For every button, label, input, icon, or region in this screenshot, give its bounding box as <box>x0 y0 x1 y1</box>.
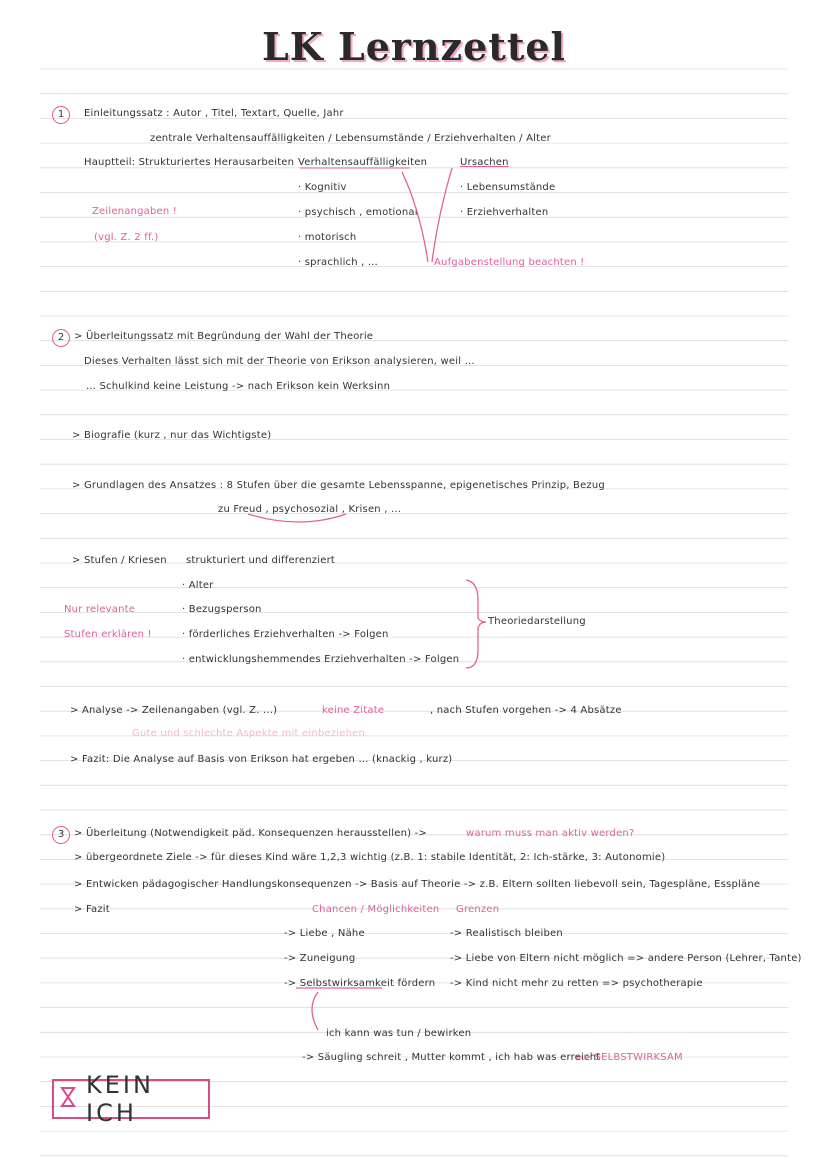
page-title: LK Lernzettel <box>262 24 566 69</box>
stufen-item: · Bezugsperson <box>182 604 262 615</box>
chancen-label: Chancen / Möglichkeiten <box>312 904 440 915</box>
grenzen-label: Grenzen <box>456 904 500 915</box>
dieses-verhalten-line: Dieses Verhalten lässt sich mit der Theorie von Erikson analysieren, weil ... <box>84 356 475 367</box>
analyse-line: > Analyse -> Zeilenangaben (vgl. Z. ...) <box>70 705 278 716</box>
chancen-item: -> Zuneigung <box>284 953 356 964</box>
curve-stroke <box>312 992 318 1030</box>
analyse-rest: , nach Stufen vorgehen -> 4 Absätze <box>430 705 622 716</box>
fazit-line: > Fazit: Die Analyse auf Basis von Erikson hat ergeben ... (knackig , kurz) <box>70 754 453 765</box>
section-3-number: 3 <box>52 826 70 844</box>
section-1-number: 1 <box>52 106 70 124</box>
stufen-rhs: strukturiert und differenziert <box>186 555 335 566</box>
vgl-note: (vgl. Z. 2 ff.) <box>94 232 159 243</box>
ursachen-label: Ursachen <box>460 157 509 168</box>
verhalten-item: · psychisch , emotional <box>298 207 418 218</box>
kein-ich-text: KEIN ICH <box>86 1071 154 1127</box>
theoriedarstellung-label: Theoriedarstellung <box>488 616 586 627</box>
selbstwirksam-note: => SELBSTWIRKSAM <box>574 1052 683 1063</box>
swoosh-stroke <box>248 514 346 522</box>
ueberleitung-line: > Überleitungssatz mit Begründung der Wahl der Theorie <box>74 331 374 342</box>
verhalten-item: · Kognitiv <box>298 182 347 193</box>
verhalten-item: · sprachlich , ... <box>298 257 379 268</box>
stufen-item: · förderliches Erziehverhalten -> Folgen <box>182 629 389 640</box>
grenzen-item: -> Realistisch bleiben <box>450 928 563 939</box>
grenzen-item: -> Kind nicht mehr zu retten => psychotherapie <box>450 978 703 989</box>
stufen-line: > Stufen / Kriesen <box>72 555 167 566</box>
intro-line: Einleitungssatz : Autor , Titel, Textart, Quelle, Jahr <box>84 108 344 119</box>
stufen-item: · entwicklungshemmendes Erziehverhalten -> Folgen <box>182 654 460 665</box>
nur-relevante-note: Nur relevante <box>64 604 136 615</box>
brace-stroke <box>466 580 486 668</box>
ich-kann-line: ich kann was tun / bewirken <box>326 1028 472 1039</box>
grenzen-item: -> Liebe von Eltern nicht möglich => andere Person (Lehrer, Tante) <box>450 953 802 964</box>
entwicken-line: > Entwicken pädagogischer Handlungskonsequenzen -> Basis auf Theorie -> z.B. Eltern sollten liebevoll sein, Tagespläne, Esspläne <box>74 879 761 890</box>
stufen-erklaeren-note: Stufen erklären ! <box>64 629 152 640</box>
fazit-3-line: > Fazit <box>74 904 110 915</box>
chancen-item: -> Selbstwirksamkeit fördern <box>284 978 436 989</box>
ursachen-item: · Lebensumstände <box>460 182 556 193</box>
ueberleitung-3-line: > Überleitung (Notwendigkeit päd. Konsequenzen herausstellen) -> <box>74 828 427 839</box>
hauptteil-line: Hauptteil: Strukturiertes Herausarbeiten <box>84 157 295 168</box>
zentrale-line: zentrale Verhaltensauffälligkeiten / Lebensumstände / Erziehverhalten / Alter <box>150 133 551 144</box>
grundlagen-line-2: zu Freud , psychosozial , Krisen , ... <box>218 504 402 515</box>
ziele-line: > übergeordnete Ziele -> für dieses Kind wäre 1,2,3 wichtig (z.B. 1: stabile Identität, 2: Ich-stärke, 3: Autonomie) <box>74 852 666 863</box>
section-2-number: 2 <box>52 329 70 347</box>
saeugling-line: -> Säugling schreit , Mutter kommt , ich hab was erreicht <box>302 1052 601 1063</box>
hourglass-icon <box>60 1086 76 1112</box>
verhalten-label: Verhaltensauffälligkeiten <box>298 157 428 168</box>
biografie-line: > Biografie (kurz , nur das Wichtigste) <box>72 430 272 441</box>
warum-aktiv-note: warum muss man aktiv werden? <box>466 828 635 839</box>
stufen-item: · Alter <box>182 580 214 591</box>
gute-schlechte-note: Gute und schlechte Aspekte mit einbeziehen <box>132 728 365 739</box>
grundlagen-line: > Grundlagen des Ansatzes : 8 Stufen über die gesamte Lebensspanne, epigenetisches Prinzip, Bezug <box>72 480 605 491</box>
zeilenangaben-note: Zeilenangaben ! <box>92 206 178 217</box>
keine-zitate-note: keine Zitate <box>322 705 385 716</box>
curve-stroke <box>432 168 452 262</box>
aufgaben-note: Aufgabenstellung beachten ! <box>434 257 585 268</box>
verhalten-item: · motorisch <box>298 232 357 243</box>
chancen-item: -> Liebe , Nähe <box>284 928 365 939</box>
schulkind-line: ... Schulkind keine Leistung -> nach Erikson kein Werksinn <box>86 381 391 392</box>
kein-ich-badge <box>52 1071 210 1127</box>
ursachen-item: · Erziehverhalten <box>460 207 549 218</box>
